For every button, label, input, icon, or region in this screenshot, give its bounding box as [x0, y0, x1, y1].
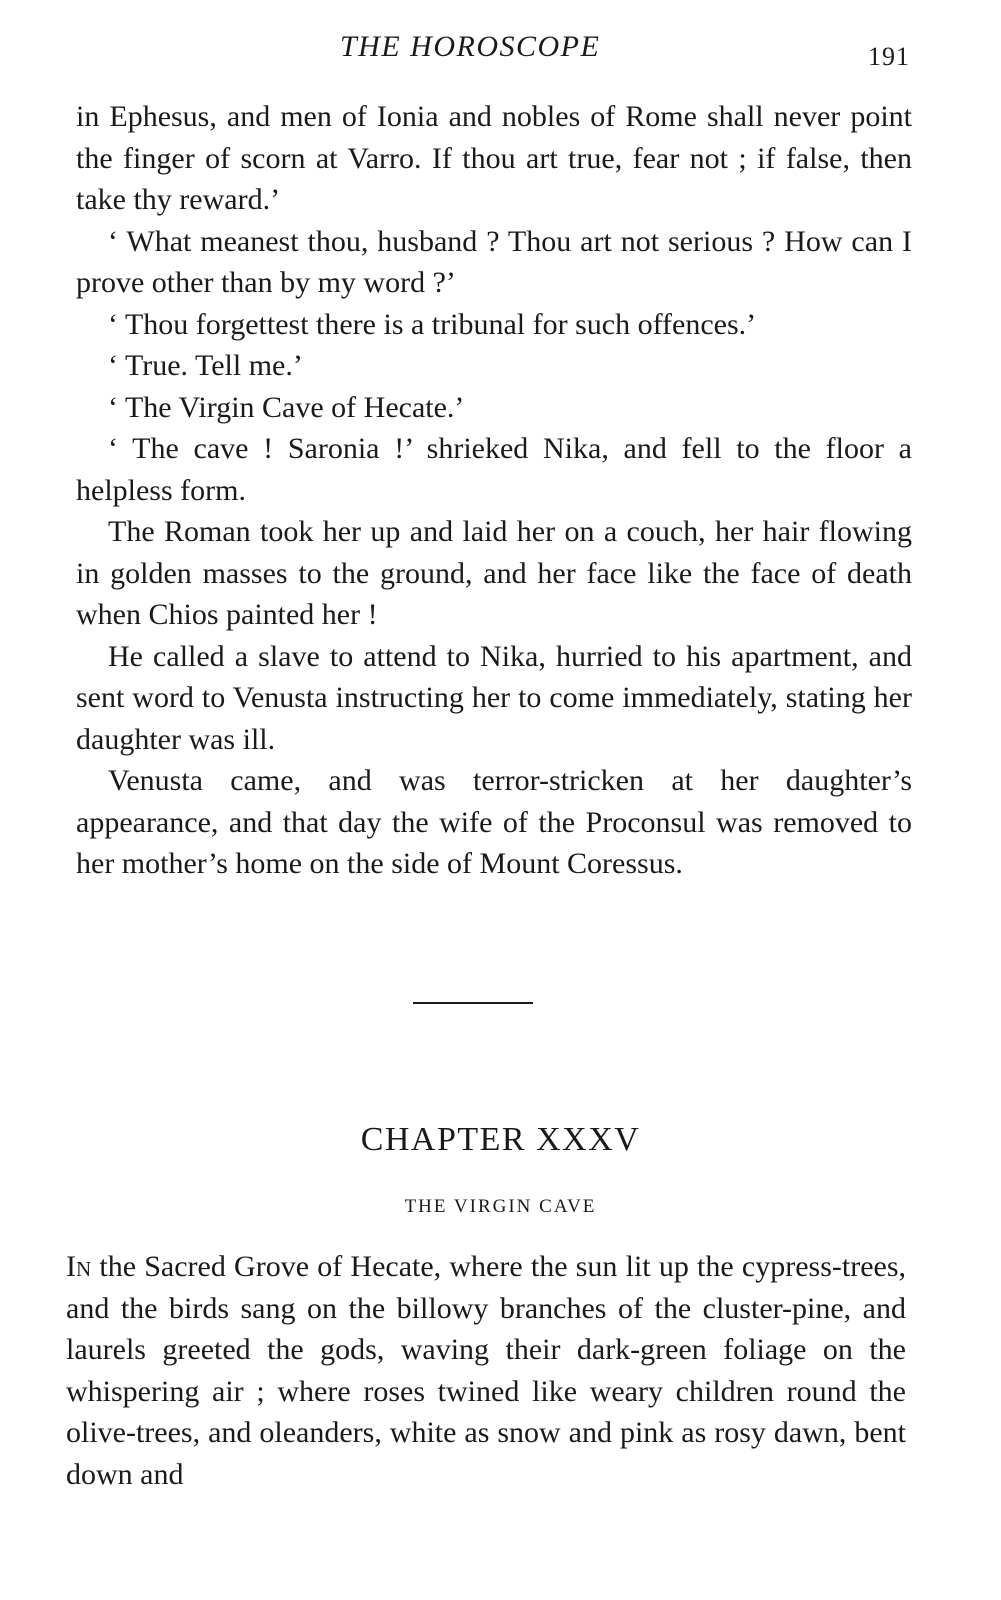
paragraph: ‘ Thou forgettest there is a tribunal for such offences.’ [108, 307, 757, 341]
section-divider-rule [413, 1002, 533, 1004]
paragraph: in Ephesus, and men of Ionia and nobles of Rome shall never point the finger of scorn at Varro. If thou art true, fear not ; if false, then take thy reward.’ [76, 100, 912, 216]
paragraph: The Roman took her up and laid her on a couch, her hair flowing in golden masses to the ground, and her face like the face of death when Chios painted her ! [76, 515, 912, 631]
chapter-opening-rest: the Sacred Grove of Hecate, where the sun lit up the cypress-trees, and the birds sang on the billowy branches of the cluster-pine, and laurels greeted the gods, waving their dark-green foliage on the whispering air ; where roses twined like weary children round the olive-trees, and oleanders, white as snow and pink as rosy dawn, bent down and [66, 1250, 906, 1491]
page-number: 191 [868, 42, 910, 71]
paragraph: ‘ The Virgin Cave of Hecate.’ [108, 390, 465, 424]
chapter-opening-text [66, 1246, 906, 1495]
running-title: THE HOROSCOPE [340, 30, 601, 63]
chapter-subtitle: THE VIRGIN CAVE [404, 1196, 597, 1217]
chapter-opening-word: In [66, 1250, 92, 1283]
paragraph: Venusta came, and was terror-stricken at her daughter’s appearance, and that day the wife of the Proconsul was removed to her mother’s home on the side of Mount Coressus. [76, 764, 912, 880]
chapter-heading: CHAPTER XXXV [360, 1121, 641, 1158]
running-head [0, 30, 1001, 70]
paragraph: ‘ True. Tell me.’ [108, 349, 303, 382]
paragraph: He called a slave to attend to Nika, hurried to his apartment, and sent word to Venusta instructing her to come immediately, stating her daughter was ill. [76, 639, 912, 756]
paragraph: ‘ The cave ! Saronia !’ shrieked Nika, and fell to the floor a helpless form. [76, 432, 912, 507]
body-text [76, 96, 912, 885]
paragraph: ‘ What meanest thou, husband ? Thou art not serious ? How can I prove other than by my word ?’ [76, 224, 912, 299]
chapter-opening-paragraph [66, 1246, 906, 1495]
